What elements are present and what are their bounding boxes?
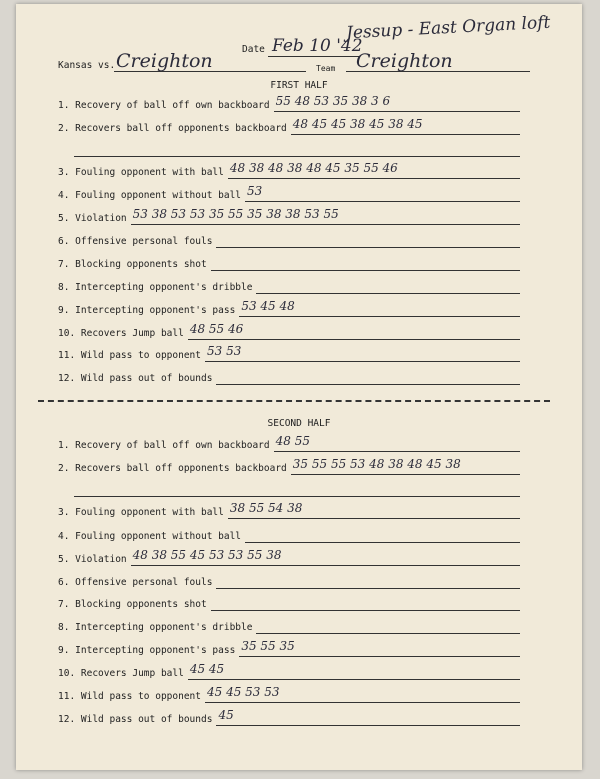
- item-label: 12. Wild pass out of bounds: [58, 373, 213, 384]
- second-half-title: SECOND HALF: [267, 418, 331, 429]
- item-tally: 45 45 53 53: [207, 685, 280, 699]
- item-tally: 45 45: [189, 662, 225, 676]
- item-underline: [291, 474, 520, 475]
- item-underline: [239, 316, 520, 317]
- item-tally: 48 38 55 45 53 53 55 38: [132, 548, 282, 562]
- item-underline: [245, 542, 520, 543]
- item-label: 8. Intercepting opponent's dribble: [58, 622, 253, 633]
- score-sheet: [16, 4, 582, 770]
- item-tally: 48 38 48 38 48 45 35 55 46: [229, 161, 398, 175]
- first-half-title: FIRST HALF: [270, 80, 328, 91]
- item-continuation-line: [74, 156, 520, 157]
- item-tally: 53: [247, 184, 263, 198]
- item-underline: [291, 134, 520, 135]
- item-label: 3. Fouling opponent with ball: [58, 167, 224, 178]
- item-tally: 35 55 35: [241, 639, 295, 653]
- item-label: 9. Intercepting opponent's pass: [58, 645, 236, 656]
- item-label: 9. Intercepting opponent's pass: [58, 305, 236, 316]
- item-label: 8. Intercepting opponent's dribble: [58, 282, 253, 293]
- item-label: 5. Violation: [58, 554, 127, 565]
- item-label: 4. Fouling opponent without ball: [58, 531, 242, 542]
- item-underline: [245, 201, 520, 202]
- item-label: 11. Wild pass to opponent: [58, 691, 201, 702]
- item-label: 10. Recovers Jump ball: [58, 668, 184, 679]
- item-underline: [274, 451, 520, 452]
- opponent-value: Creighton: [116, 50, 213, 72]
- item-tally: 48 55: [275, 434, 310, 448]
- item-tally: 35 55 55 53 48 38 48 45 38: [292, 457, 461, 471]
- date-value: Feb 10 '42: [272, 36, 363, 56]
- item-underline: [216, 384, 520, 385]
- item-label: 2. Recovers ball off opponents backboard: [58, 123, 287, 134]
- item-label: 4. Fouling opponent without ball: [58, 190, 242, 201]
- item-underline: [205, 361, 520, 362]
- item-tally: 38 55 54 38: [229, 501, 303, 515]
- item-label: 1. Recovery of ball off own backboard: [58, 100, 270, 111]
- item-underline: [256, 633, 520, 634]
- item-label: 11. Wild pass to opponent: [58, 350, 201, 361]
- item-label: 1. Recovery of ball off own backboard: [58, 440, 270, 451]
- item-tally: 45: [218, 708, 234, 722]
- handwritten-note: Jessup - East Organ loft: [345, 12, 551, 44]
- team-label: Team: [316, 64, 336, 73]
- item-underline: [216, 588, 520, 589]
- date-label: Date: [242, 44, 265, 55]
- item-underline: [216, 725, 520, 726]
- item-continuation-line: [74, 496, 520, 497]
- item-label: 2. Recovers ball off opponents backboard: [58, 463, 287, 474]
- item-underline: [239, 656, 520, 657]
- item-label: 3. Fouling opponent with ball: [58, 507, 224, 518]
- date-underline: [268, 56, 360, 57]
- item-underline: [216, 247, 520, 248]
- item-tally: 53 38 53 53 35 55 35 38 38 53 55: [132, 207, 339, 221]
- item-label: 6. Offensive personal fouls: [58, 577, 213, 588]
- item-tally: 48 55 46: [189, 322, 244, 336]
- item-tally: 55 48 53 35 38 3 6: [275, 94, 391, 108]
- item-tally: 48 45 45 38 45 38 45: [292, 117, 423, 131]
- item-underline: [256, 293, 520, 294]
- team-value: Creighton: [356, 50, 453, 72]
- item-tally: 53 45 48: [241, 299, 295, 313]
- item-underline: [131, 224, 520, 225]
- item-underline: [205, 702, 520, 703]
- item-underline: [211, 610, 520, 611]
- item-label: 6. Offensive personal fouls: [58, 236, 213, 247]
- half-divider: [38, 400, 550, 402]
- item-label: 5. Violation: [58, 213, 127, 224]
- item-underline: [188, 679, 520, 680]
- item-underline: [211, 270, 520, 271]
- item-label: 7. Blocking opponents shot: [58, 599, 207, 610]
- item-label: 10. Recovers Jump ball: [58, 328, 184, 339]
- item-underline: [274, 111, 520, 112]
- item-tally: 53 53: [207, 344, 242, 358]
- item-label: 12. Wild pass out of bounds: [58, 714, 213, 725]
- item-label: 7. Blocking opponents shot: [58, 259, 207, 270]
- kansas-label: Kansas vs.: [58, 60, 116, 71]
- item-underline: [228, 178, 520, 179]
- item-underline: [228, 518, 520, 519]
- item-underline: [188, 339, 520, 340]
- item-underline: [131, 565, 520, 566]
